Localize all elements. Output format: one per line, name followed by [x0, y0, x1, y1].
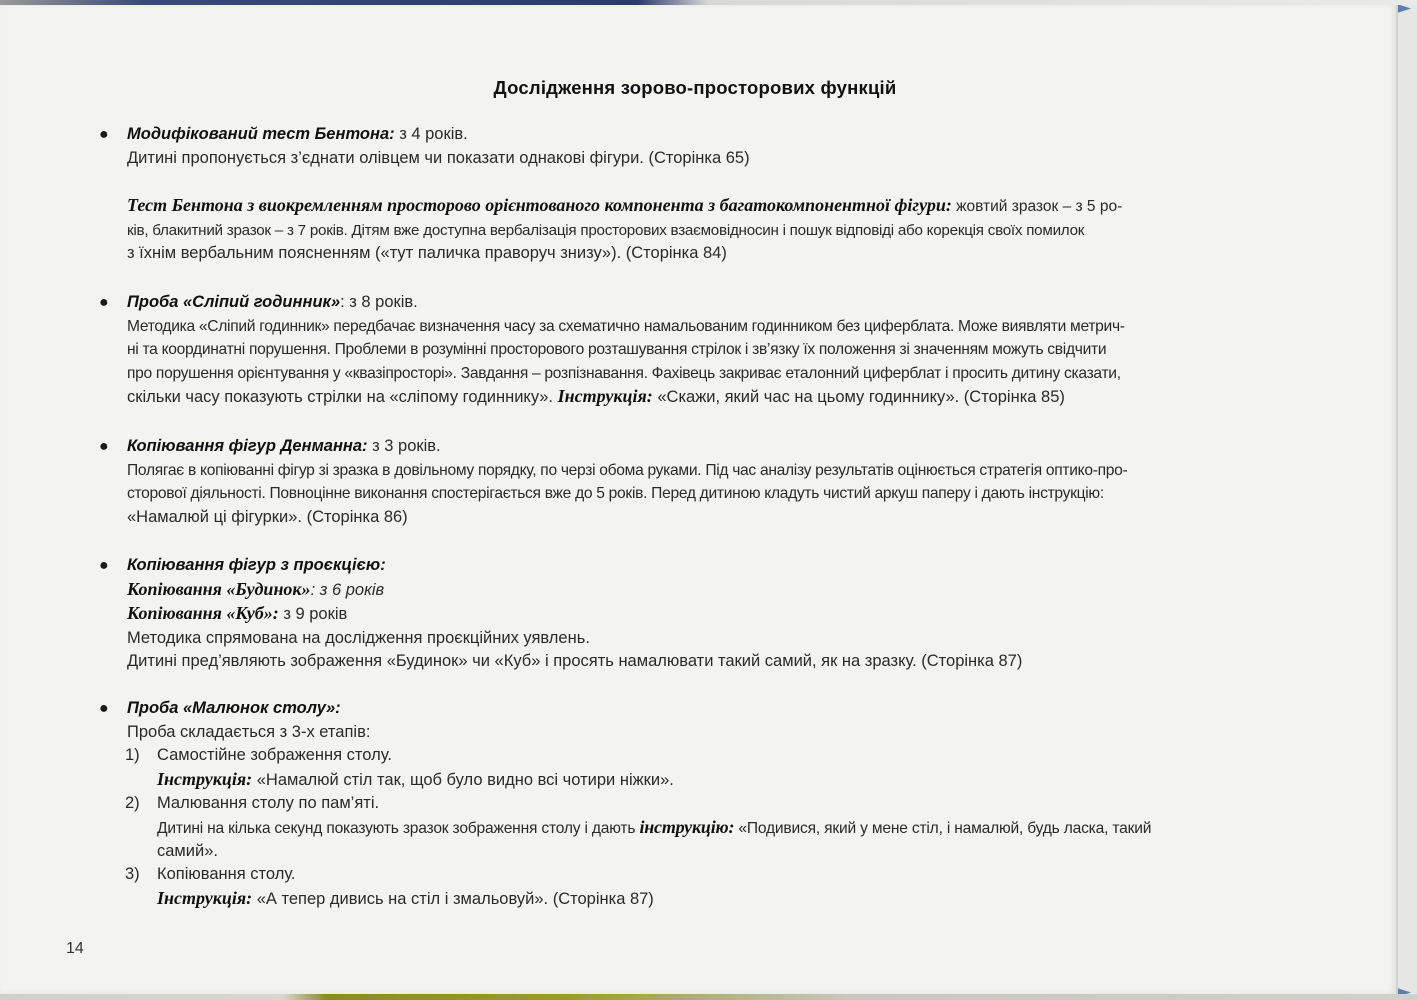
book-edge-top — [0, 0, 1417, 5]
book-edge — [1396, 0, 1417, 1000]
page-title: Дослідження зорово-просторових функцій — [493, 77, 897, 98]
section-projection: ● Копіювання фігур з проєкцією: Копіювання «Будинок»: з 6 років Копіювання «Куб»: з 9 років Методика спрямована на дослідження проєкційних уявлень. Дитині пред’являють зображення «Будинок» чи «Куб» і просять намалювати такий самий, як на зразку. (Сторінка 87) — [127, 554, 1327, 674]
section-title: Копіювання фігур з проєкцією: — [127, 556, 386, 574]
subsection-title: Тест Бентона з виокремленням просторово орієнтованого компонента з багатокомпонентної фігури: — [127, 195, 952, 215]
bullet-icon: ● — [99, 438, 109, 455]
bullet-icon: ● — [99, 557, 109, 574]
bullet-icon: ● — [99, 294, 109, 311]
bullet-icon: ● — [99, 700, 109, 717]
section-table-drawing: ● Проба «Малюнок столу»: Проба складається з 3-х етапів: — [127, 697, 1327, 744]
page-number: 14 — [66, 940, 84, 957]
section-denmann: ● Копіювання фігур Денманна: з 3 років. Полягає в копіюванні фігур зі зразка в довільному порядку, по черзі обома руками. Під час аналізу результатів оцінюється стратегія оптико-про- сторової діяльності. Повноцінне виконання спостерігається вже до 5 років. Перед дитиною кладуть чистий аркуш паперу і дають інструкцію: «Намалюй ці фігурки». (Сторінка 86) — [99, 437, 1128, 526]
section-blind-clock: ● Проба «Сліпий годинник»: з 8 років. Методика «Сліпий годинник» передбачає визначення часу за схематично намальованим годинником без циферблата. Може виявляти метрич- ні та координатні порушення. Проблеми в розумінні просторового розташування стрілок і зв’язку їх положення зі значенням можуть свідчити про порушення орієнтування у «квазіпросторі». Завдання – розпізнавання. Фахівець закриває еталонний циферблат і просить дитину сказати, скільки часу показують стрілки на «сліпому годиннику». Інструкція: «Скажи, який час на цьому годиннику». (Сторінка 85) — [99, 293, 1125, 406]
subsection-title: Копіювання «Будинок» — [127, 578, 311, 599]
section-title: Модифікований тест Бентона: — [127, 125, 395, 143]
section-text: Дитині пропонується з’єднати олівцем чи показати однакові фігури. (Сторінка 65) — [127, 148, 750, 167]
section-title: Проба «Сліпий годинник» — [127, 293, 341, 311]
subsection-title: Копіювання «Куб»: — [127, 603, 279, 623]
book-page — [0, 4, 1396, 994]
section-title: Проба «Малюнок столу»: — [127, 699, 341, 717]
book-edge-bottom — [0, 994, 1417, 1000]
bullet-icon: ● — [99, 126, 109, 143]
section-age: з 4 років. — [394, 125, 468, 143]
section-benton-sub: Тест Бентона з виокремленням просторово орієнтованого компонента з багатокомпонентної фігури: жовтий зразок – з 5 ро- ків, блакитний зразок – з 7 років. Дітям вже доступна вербалізація просторових взаємовідносин і пошук відповіді або корекція своїх помилок з їхнім вербальним поясненням («тут паличка праворуч знизу»). (Сторінка 84) — [127, 195, 1123, 262]
section-benton — [99, 123, 1327, 170]
instruction-label: Інструкція: — [157, 768, 253, 789]
corner-tab-top — [1397, 4, 1411, 13]
instruction-label: Інструкція: — [557, 386, 653, 406]
instruction-label: інструкцію: — [639, 816, 735, 837]
section-title: Копіювання фігур Денманна: — [127, 437, 368, 455]
page-content: ● Модифікований тест Бентона: з 4 років. Дитині пропонується з’єднати олівцем чи показати однакові фігури. (Сторінка 65) Тест Бентона з виокремленням просторово орієнтованого компонента з багатокомпонентної фігури: жовтий зразок – з 5 ро- ків, блакитний зразок – з 7 років. Дітям вже доступна вербалізація просторових взаємовідносин і пошук відповіді або корекція своїх помилок з їхнім вербальним поясненням («тут паличка праворуч знизу»). (Сторінка 84) ● Проба «Сліпий годинник»: з 8 років. Методика «Сліпий годинник» передбачає визначення часу за схематично намальованим годинником без циферблата. Може виявляти метрич- ні та координатні порушення. Проблеми в розумінні просторового розташування стрілок і зв’язку їх положення зі значенням можуть свідчити про порушення орієнтування у «квазіпросторі». Завдання – розпізнавання. Фахівець закриває еталонний циферблат і просить дитину сказати, скільки часу показують стрілки на «сліпому годиннику». Інструкція: «Скажи, який час на цьому годиннику». (Сторінка 85) ● Копіювання фігур Денманна: з 3 років. Полягає в копіюванні фігур зі зразка в довільному порядку, по черзі обома руками. Під час аналізу результатів оцінюється стратегія оптико-про- сторової діяльності. Повноцінне виконання спостерігається вже до 5 років. Перед дитиною кладуть чистий аркуш паперу і дають інструкцію: «Намалюй ці фігурки». (Сторінка 86) ● Копіювання фігур з проєкцією: Копіювання «Будинок»: з 6 років Копіювання «Куб»: з 9 років Методика спрямована на дослідження проєкційних уявлень. Дитині пред’являють зображення «Будинок» чи «Куб» і просять намалювати такий самий, як на зразку. (Сторінка 87) ● Проба «Малюнок столу»: Проба складається з 3-х етапів: 1) Самостійне зображення столу. Інструкція: «Намалюй стіл так, щоб було видно всі чотири ніжки». 2) Малювання столу по пам’яті. Дитині на кілька секунд показують зразок зображення столу і дають інструкцію: «Подивися, який у мене стіл, і намалюй, будь ласка, такий самий». 3) Копіювання столу. Інструкція: «А тепер дивись на стіл і змальовуй». (Сторінка 87) — [0, 4, 1396, 994]
instruction-label: Інструкція: — [157, 887, 253, 908]
